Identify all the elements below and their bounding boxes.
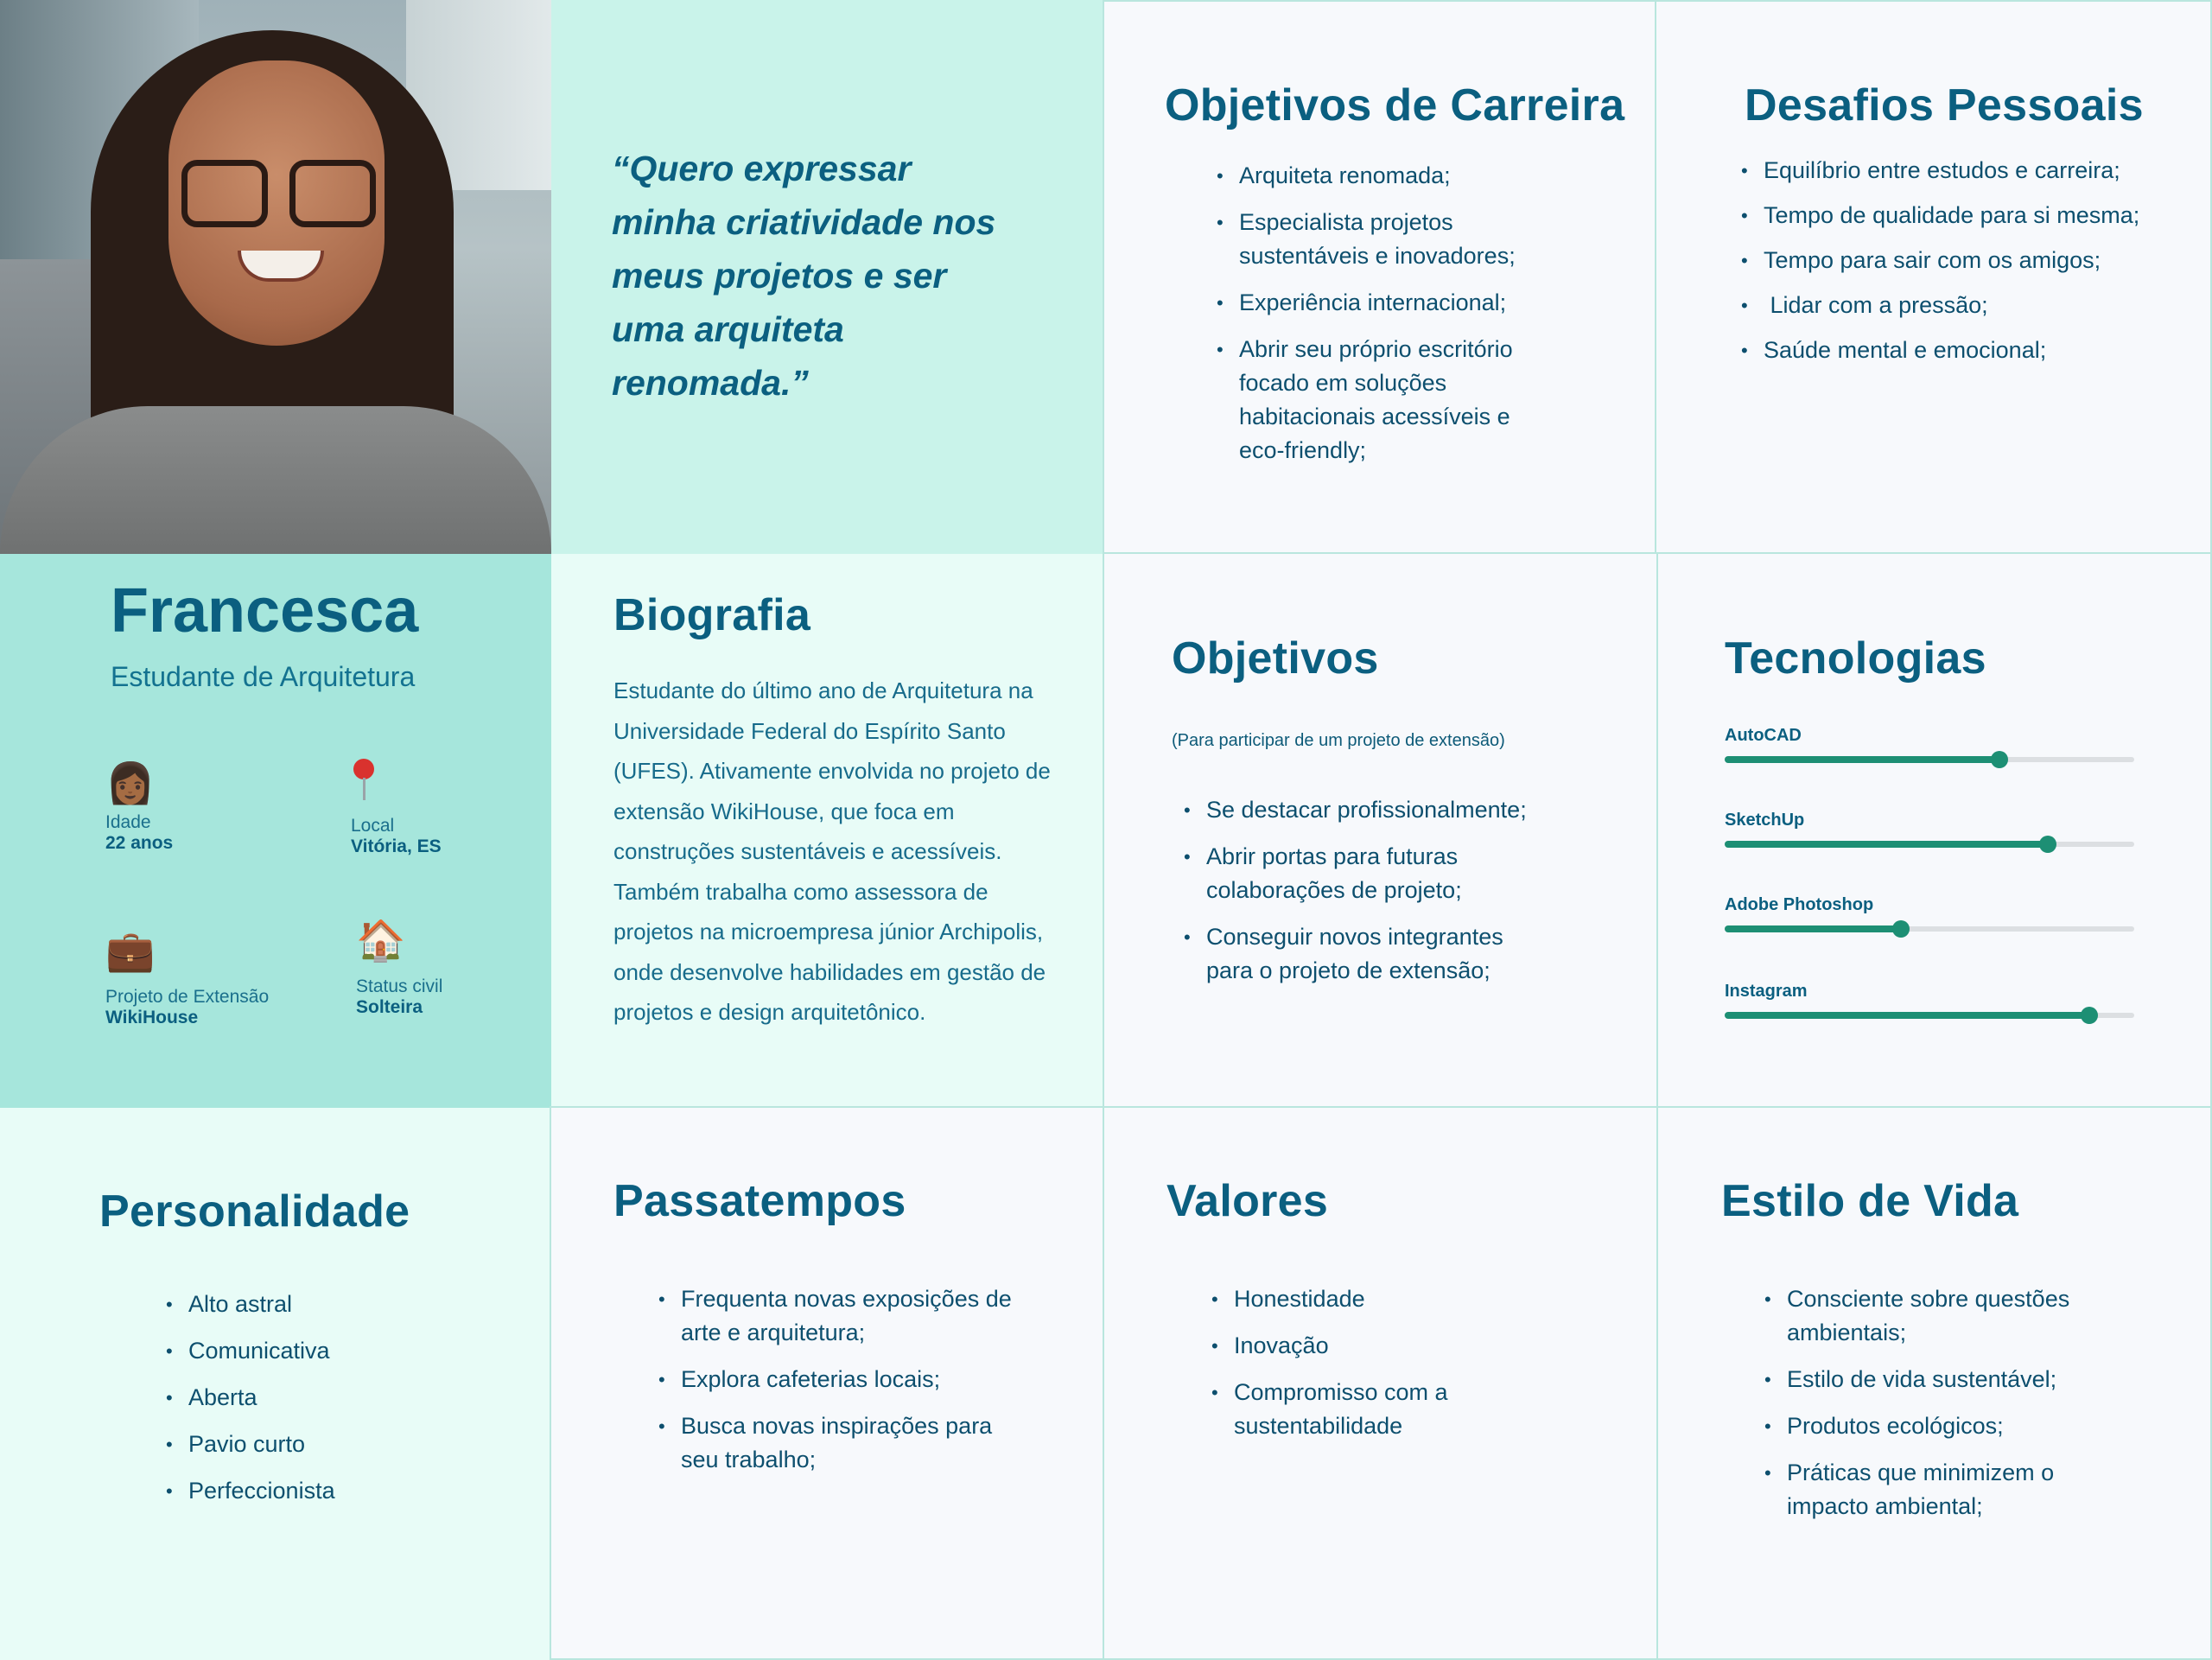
woman-emoji-icon: 👩🏾 (105, 760, 156, 805)
values-title: Valores (1166, 1176, 1329, 1226)
challenges-title: Desafios Pessoais (1745, 80, 2144, 130)
tech-level-fill (1725, 841, 2048, 848)
list-item: • Se destacar profissionalmente; (1184, 793, 1529, 827)
tech-level-fill (1725, 756, 1999, 763)
biography-title: Biografia (613, 590, 811, 640)
goals-note: (Para participar de um projeto de extensão) (1172, 731, 1505, 750)
list-item: • Frequenta novas exposições de arte e arquitetura; (658, 1282, 1030, 1350)
tech-name: SketchUp (1725, 811, 1805, 830)
list-item: • Abrir seu próprio escritório focado em soluções habitacionais acessíveis e eco-friendly; (1217, 333, 1545, 467)
tech-level-fill (1725, 925, 1901, 932)
info-project-label: Projeto de Extensão (105, 987, 270, 1007)
challenges-card (1655, 0, 2212, 554)
list-item: • Consciente sobre questões ambientais; (1764, 1282, 2110, 1350)
list-item: • Abrir portas para futuras colaborações de projeto; (1184, 840, 1529, 907)
list-item: • Produtos ecológicos; (1764, 1409, 2110, 1443)
info-age-value: 22 anos (105, 833, 174, 853)
info-location-value: Vitória, ES (351, 836, 442, 856)
list-item: • Práticas que minimizem o impacto ambiental; (1764, 1456, 2110, 1523)
technologies-title: Tecnologias (1725, 633, 1986, 684)
tech-name: Adobe Photoshop (1725, 895, 1874, 914)
house-icon: 🏠 (356, 918, 406, 963)
list-item: • Equilíbrio entre estudos e carreira; (1741, 154, 2190, 188)
list-item: • Estilo de vida sustentável; (1764, 1363, 2110, 1396)
personality-list (166, 1288, 494, 1521)
list-item: • Alto astral (166, 1288, 494, 1321)
list-item: • Perfeccionista (166, 1474, 494, 1508)
list-item: • Tempo de qualidade para si mesma; (1741, 199, 2190, 232)
tech-level-track (1725, 1013, 2134, 1018)
list-item: • Lidar com a pressão; (1741, 289, 2190, 322)
info-location (351, 759, 575, 857)
list-item: • Especialista projetos sustentáveis e inovadores; (1217, 206, 1545, 273)
info-age (105, 759, 330, 854)
tech-level-track (1725, 842, 2134, 847)
info-marital-status-value: Solteira (356, 997, 423, 1017)
list-item: • Aberta (166, 1381, 494, 1415)
tech-name: AutoCAD (1725, 726, 1802, 745)
info-marital-status-label: Status civil (356, 976, 443, 996)
info-age-label: Idade (105, 812, 151, 832)
career-goals-list (1217, 159, 1545, 480)
list-item: • Explora cafeterias locais; (658, 1363, 1030, 1396)
map-pin-icon (351, 759, 377, 800)
goals-title: Objetivos (1172, 633, 1379, 684)
persona-role: Estudante de Arquitetura (111, 661, 416, 692)
tech-level-knob (1892, 920, 1910, 938)
list-item: • Arquiteta renomada; (1217, 159, 1545, 193)
lifestyle-title: Estilo de Vida (1721, 1176, 2019, 1226)
info-project (105, 926, 330, 1028)
list-item: • Compromisso com a sustentabilidade (1211, 1376, 1488, 1443)
info-location-label: Local (351, 816, 395, 836)
lifestyle-list (1764, 1282, 2110, 1536)
tech-photoshop (1725, 895, 2134, 932)
briefcase-icon: 💼 (105, 928, 156, 973)
list-item: • Saúde mental e emocional; (1741, 334, 2190, 367)
tech-level-track (1725, 926, 2134, 932)
list-item: • Conseguir novos integrantes para o projeto de extensão; (1184, 920, 1529, 988)
list-item: • Pavio curto (166, 1428, 494, 1461)
list-item: • Comunicativa (166, 1334, 494, 1368)
persona-quote: “Quero expressar minha criatividade nos meus projetos e ser uma arquiteta renomada.” (612, 149, 996, 403)
list-item: • Busca novas inspirações para seu trabalho; (658, 1409, 1030, 1477)
challenges-list (1741, 154, 2190, 378)
list-item: • Honestidade (1211, 1282, 1488, 1316)
persona-name: Francesca (111, 576, 419, 646)
tech-level-knob (2081, 1007, 2098, 1024)
hobbies-list (658, 1282, 1030, 1490)
values-list (1211, 1282, 1488, 1456)
info-project-value: WikiHouse (105, 1008, 199, 1027)
list-item: • Tempo para sair com os amigos; (1741, 244, 2190, 277)
tech-instagram (1725, 982, 2134, 1018)
persona-photo (0, 0, 551, 554)
tech-level-knob (1991, 751, 2008, 768)
tech-autocad (1725, 726, 2134, 762)
career-goals-card (1103, 0, 1656, 554)
tech-sketchup (1725, 811, 2134, 847)
tech-name: Instagram (1725, 982, 1808, 1001)
info-marital-status (356, 916, 581, 1018)
career-goals-title: Objetivos de Carreira (1165, 80, 1625, 130)
hobbies-title: Passatempos (613, 1176, 906, 1226)
tech-level-track (1725, 757, 2134, 762)
quote-panel (551, 0, 1104, 554)
list-item: • Experiência internacional; (1217, 286, 1545, 320)
personality-title: Personalidade (99, 1186, 410, 1237)
goals-list (1184, 793, 1529, 1001)
tech-level-fill (1725, 1012, 2089, 1019)
biography-text: Estudante do último ano de Arquitetura na Universidade Federal do Espírito Santo (UFES). Ativamente envolvida no projeto de extensão WikiHouse, que foca em construções sustentáveis e acessíveis. Também trabalha como assessora de projetos na microempresa júnior Archipolis, onde desenvolve habilidades em gestão de projetos e design arquitetônico. (613, 677, 1051, 1025)
list-item: • Inovação (1211, 1329, 1488, 1363)
